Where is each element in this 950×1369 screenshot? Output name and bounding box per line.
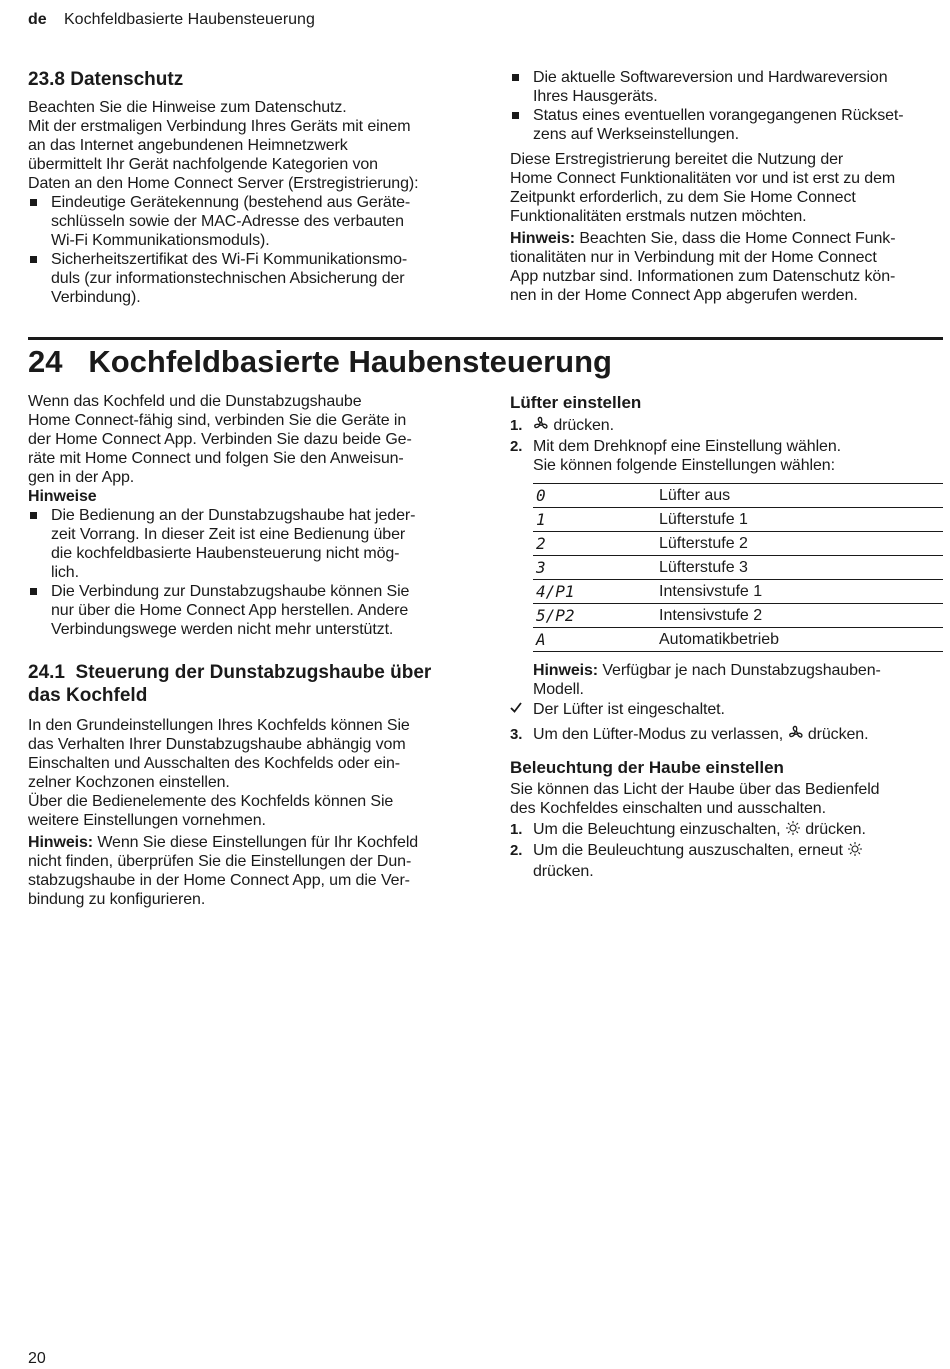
result-line (510, 700, 942, 719)
light-icon (847, 841, 863, 862)
paragraph-light (510, 780, 942, 818)
line: In den Grundeinstellungen Ihres Kochfelds können Sie (28, 717, 410, 734)
paragraph-first-connection (28, 117, 460, 193)
line: Home Connect Funktionalitäten vor und ist erst zu dem (510, 170, 896, 187)
line: Verbindung). (51, 289, 141, 306)
list-item (28, 506, 460, 582)
setting-code: 2 (533, 532, 656, 556)
setting-code: A (533, 628, 656, 652)
line: Eindeutige Gerätekennung (bestehend aus Geräte- (51, 194, 411, 211)
hint-text: Wenn Sie diese Einstellungen für Ihr Kochfeld (93, 834, 419, 851)
hint-paragraph (510, 661, 942, 699)
line: nicht finden, überprüfen Sie die Einstellungen der Dun- (28, 853, 412, 870)
fan-icon (788, 725, 804, 746)
line: Über die Bedienelemente des Kochfelds können Sie (28, 793, 394, 810)
line: lich. (51, 564, 79, 581)
step-text: drücken. (549, 417, 614, 434)
light-step-2 (510, 841, 942, 881)
line: Einschalten und Ausschalten des Kochfelds oder ein- (28, 755, 401, 772)
line: nur über die Home Connect App herstellen. Andere (51, 602, 409, 619)
line: Zeitpunkt erforderlich, zu dem Sie Home Connect (510, 189, 856, 206)
hint-label: Hinweis: (28, 834, 93, 851)
line: tionalitäten nur in Verbindung mit der Home Connect (510, 249, 877, 266)
step-number: 1. (510, 821, 523, 838)
step-3 (510, 725, 942, 746)
line: duls (zur informationstechnischen Absicherung der (51, 270, 405, 287)
line: das Verhalten Ihrer Dunstabzugshaube abhängig vom (28, 736, 406, 753)
line: zeit Vorrang. In dieser Zeit ist eine Bedienung über (51, 526, 406, 543)
bullet-icon (512, 74, 519, 81)
setting-label: Lüfter aus (656, 484, 943, 508)
light-step-1 (510, 820, 942, 841)
bullet-icon (30, 199, 37, 206)
hint-label: Hinweis: (510, 230, 575, 247)
hint-text: Beachten Sie, dass die Home Connect Funk- (575, 230, 896, 247)
light-icon (785, 820, 801, 841)
table-row (533, 556, 943, 580)
line: schlüsseln sowie der MAC-Adresse des verbauten (51, 213, 404, 230)
section-fan-after-table (510, 661, 942, 881)
line: 24.1 Steuerung der Dunstabzugshaube über (28, 662, 432, 683)
setting-label: Automatikbetrieb (656, 628, 943, 652)
line: nen in der Home Connect App abgerufen werden. (510, 287, 858, 304)
setting-label: Lüfterstufe 2 (656, 532, 943, 556)
paragraph-registration (510, 150, 942, 226)
line: bindung zu konfigurieren. (28, 891, 206, 908)
table-row (533, 628, 943, 652)
step-text: Um die Beleuchtung einzuschalten, (533, 821, 785, 838)
line (533, 841, 942, 862)
hint-paragraph (510, 229, 942, 305)
paragraph-intro (28, 392, 460, 487)
line: Die Verbindung zur Dunstabzugshaube können Sie (51, 583, 410, 600)
page-number: 20 (28, 1350, 46, 1367)
setting-code: 5/P2 (533, 604, 656, 628)
step-number: 2. (510, 438, 523, 455)
line: des Kochfeldes einschalten und ausschalten. (510, 800, 826, 817)
line: Diese Erstregistrierung bereitet die Nutzung der (510, 151, 844, 168)
line: App nutzbar sind. Informationen zum Datenschutz kön- (510, 268, 896, 285)
hint-label: Hinweis: (533, 662, 598, 679)
line: Daten an den Home Connect Server (Erstregistrierung): (28, 175, 419, 192)
hint-paragraph (28, 833, 460, 909)
line: die kochfeldbasierte Haubensteuerung nicht mög- (51, 545, 400, 562)
step-text: drücken. (803, 726, 869, 743)
setting-code: 0 (533, 484, 656, 508)
hint-text: Verfügbar je nach Dunstabzugshauben- (598, 662, 881, 679)
table-row (533, 532, 943, 556)
section-heading-23-8: 23.8 Datenschutz (28, 69, 184, 90)
line: Status eines eventuellen vorangegangenen Rückset- (533, 107, 904, 124)
bullet-icon (30, 512, 37, 519)
step-1 (510, 416, 942, 437)
section-23-8-left (28, 68, 460, 307)
line: Die Bedienung an der Dunstabzugshaube hat jeder- (51, 507, 416, 524)
list-item (28, 193, 460, 250)
paragraph-controls (28, 792, 460, 830)
bullet-icon (30, 588, 37, 595)
list-item (510, 68, 942, 106)
setting-label: Intensivstufe 2 (656, 604, 943, 628)
line: zelner Kochzonen einstellen. (28, 774, 230, 791)
line: Wenn das Kochfeld und die Dunstabzugshaube (28, 393, 362, 410)
list-item (510, 106, 942, 144)
setting-label: Lüfterstufe 3 (656, 556, 943, 580)
line: räte mit Home Connect und folgen Sie den Anweisun- (28, 450, 404, 467)
line: übermittelt Ihr Gerät nachfolgende Kategorien von (28, 156, 378, 173)
setting-code: 1 (533, 508, 656, 532)
line: Sie können das Licht der Haube über das Bedienfeld (510, 781, 880, 798)
section-fan (510, 392, 942, 475)
result-text: Der Lüfter ist eingeschaltet. (533, 701, 725, 718)
line: Verbindungswege werden nicht mehr unterstützt. (51, 621, 394, 638)
list-item (28, 582, 460, 639)
line: drücken. (533, 863, 594, 880)
line: Die aktuelle Softwareversion und Hardwareversion (533, 69, 888, 86)
setting-label: Intensivstufe 1 (656, 580, 943, 604)
line: Modell. (533, 681, 584, 698)
step-number: 2. (510, 842, 523, 859)
table-row (533, 508, 943, 532)
chapter-heading-24: 24 Kochfeldbasierte Haubensteuerung (28, 344, 612, 379)
line (28, 833, 460, 852)
line: Home Connect-fähig sind, verbinden Sie die Geräte in (28, 412, 407, 429)
line: Mit der erstmaligen Verbindung Ihres Geräts mit einem (28, 118, 411, 135)
list-item (28, 250, 460, 307)
line: weitere Einstellungen vornehmen. (28, 812, 266, 829)
line: Sicherheitszertifikat des Wi-Fi Kommunikationsmo- (51, 251, 408, 268)
header-title: Kochfeldbasierte Haubensteuerung (64, 11, 315, 28)
setting-label: Lüfterstufe 1 (656, 508, 943, 532)
line: Wi-Fi Kommunikationsmoduls). (51, 232, 270, 249)
section-24-left (28, 392, 460, 909)
table-row (533, 604, 943, 628)
header-language: de (28, 11, 47, 28)
line: das Kochfeld (28, 685, 148, 706)
light-heading: Beleuchtung der Haube einstellen (510, 758, 784, 777)
step-number: 3. (510, 726, 523, 743)
section-divider (28, 337, 943, 340)
line: zens auf Werkseinstellungen. (533, 126, 739, 143)
line: stabzugshaube in der Home Connect App, um die Ver- (28, 872, 410, 889)
check-icon (510, 700, 522, 719)
line: Sie können folgende Einstellungen wählen: (533, 457, 835, 474)
line (510, 229, 942, 248)
fan-settings-table (533, 483, 943, 652)
fan-heading: Lüfter einstellen (510, 393, 642, 412)
paragraph-privacy-note: Beachten Sie die Hinweise zum Datenschutz. (28, 99, 347, 116)
paragraph-basic-settings (28, 716, 460, 792)
line (533, 661, 942, 680)
bullet-icon (512, 112, 519, 119)
hints-heading: Hinweise (28, 488, 97, 505)
table-row (533, 580, 943, 604)
step-2 (510, 437, 942, 475)
line: Ihres Hausgeräts. (533, 88, 658, 105)
setting-code: 4/P1 (533, 580, 656, 604)
line: Funktionalitäten erstmals nutzen möchten. (510, 208, 807, 225)
step-text: Um die Beuleuchtung auszuschalten, erneut (533, 842, 848, 859)
setting-code: 3 (533, 556, 656, 580)
line: gen in der App. (28, 469, 135, 486)
bullet-icon (30, 256, 37, 263)
step-number: 1. (510, 417, 523, 434)
section-23-8-right (510, 68, 942, 305)
line: Mit dem Drehknopf eine Einstellung wählen. (533, 438, 841, 455)
step-text: drücken. (800, 821, 866, 838)
step-text: Um den Lüfter-Modus zu verlassen, (533, 726, 788, 743)
fan-icon (533, 416, 549, 437)
section-heading-24-1 (28, 661, 460, 707)
table-row (533, 484, 943, 508)
line: an das Internet angebundenen Heimnetzwerk (28, 137, 348, 154)
line: der Home Connect App. Verbinden Sie dazu beide Ge- (28, 431, 412, 448)
